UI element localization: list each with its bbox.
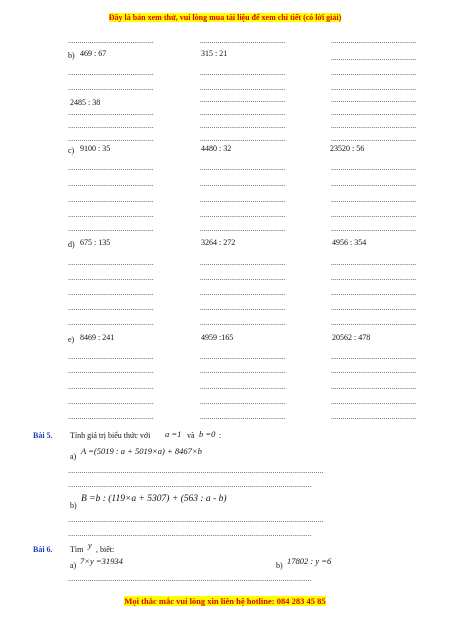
exercise-5-title: Bài 5.	[33, 431, 53, 440]
answer-line: ............................................	[68, 37, 154, 45]
answer-line: ............................................	[68, 109, 154, 117]
answer-line: ............................................	[200, 304, 286, 312]
answer-line: ............................................	[68, 259, 154, 267]
exercise-5-cond-b: b =0	[199, 429, 216, 439]
answer-line: ............................................	[68, 122, 154, 130]
section-b-label: b)	[68, 51, 75, 60]
answer-line: ............................................	[68, 211, 154, 219]
answer-line: .............................................................................................................................	[68, 481, 312, 489]
answer-line: ............................................	[331, 353, 417, 361]
answer-line: ............................................	[200, 274, 286, 282]
answer-line: ............................................	[331, 37, 417, 45]
exercise-5a-expression: A =(5019 : a + 5019×a) + 8467×b	[81, 446, 202, 456]
answer-line: ............................................	[200, 37, 286, 45]
answer-line: .............................................................................................................................	[68, 575, 312, 583]
problem-e-1: 8469 : 241	[80, 333, 115, 342]
answer-line: ............................................	[331, 413, 417, 421]
answer-line: ............................................	[200, 122, 286, 130]
problem-b-2: 315 : 21	[201, 49, 228, 58]
answer-line: ............................................	[331, 259, 417, 267]
answer-line: ............................................	[200, 398, 286, 406]
answer-line: ............................................	[331, 135, 417, 143]
answer-line: .............................................................................................................................	[68, 530, 312, 538]
answer-line: ............................................	[68, 398, 154, 406]
answer-line: ............................................	[200, 319, 286, 327]
answer-line: ............................................	[331, 122, 417, 130]
answer-line: ............................................	[200, 367, 286, 375]
exercise-6a-label: a)	[70, 561, 77, 570]
answer-line: ............................................	[68, 367, 154, 375]
answer-line: ............................................	[200, 225, 286, 233]
answer-line: ............................................	[331, 180, 417, 188]
problem-b-1: 469 : 67	[80, 49, 107, 58]
preview-notice: Đây là bản xem thử, vui lòng mua tài liệu để xem chi tiết (có lời giải)	[108, 13, 342, 22]
answer-line: ...................................................................................................................................	[68, 467, 324, 475]
answer-line: ............................................	[200, 84, 286, 92]
problem-d-2: 3264 : 272	[201, 238, 236, 247]
answer-line: ............................................	[68, 289, 154, 297]
problem-e-3: 20562 : 478	[332, 333, 371, 342]
problem-d-3: 4956 : 354	[332, 238, 367, 247]
answer-line: ............................................	[200, 180, 286, 188]
answer-line: ............................................	[68, 196, 154, 204]
section-c-label: c)	[68, 146, 75, 155]
answer-line: ............................................	[331, 304, 417, 312]
problem-e-2: 4959 :165	[201, 333, 234, 342]
answer-line: ............................................	[331, 319, 417, 327]
answer-line: ............................................	[331, 69, 417, 77]
answer-line: ............................................	[68, 304, 154, 312]
answer-line: ...................................................................................................................................	[68, 516, 324, 524]
exercise-5-cond-a: a =1	[165, 429, 182, 439]
hotline-footer: Mọi thắc mắc vui lòng xin liên hệ hotline: 084 283 45 85	[124, 596, 326, 606]
problem-d-1: 675 : 135	[80, 238, 111, 247]
answer-line: ............................................	[200, 211, 286, 219]
answer-line: ............................................	[200, 259, 286, 267]
answer-line: ............................................	[200, 383, 286, 391]
exercise-6-variable: y	[88, 540, 92, 550]
answer-line: ............................................	[200, 109, 286, 117]
answer-line: ............................................	[200, 289, 286, 297]
answer-line: ............................................	[68, 413, 154, 421]
answer-line: ............................................	[331, 164, 417, 172]
answer-line: ............................................	[68, 164, 154, 172]
answer-line: ............................................	[331, 398, 417, 406]
section-e-label: e)	[68, 335, 75, 344]
exercise-5b-label: b)	[70, 501, 77, 510]
answer-line: ............................................	[68, 180, 154, 188]
exercise-5-and: và	[187, 431, 195, 440]
answer-line: ............................................	[331, 84, 417, 92]
exercise-6b-expression: 17802 : y =6	[287, 556, 332, 566]
problem-c-3: 23520 : 56	[330, 144, 365, 153]
exercise-6-intro: Tìm	[70, 545, 84, 554]
answer-line: ............................................	[68, 69, 154, 77]
answer-line: ............................................	[68, 225, 154, 233]
answer-line: ............................................	[68, 84, 154, 92]
exercise-5-colon: :	[219, 431, 222, 440]
answer-line: ............................................	[68, 135, 154, 143]
answer-line: ............................................	[68, 274, 154, 282]
answer-line: ............................................	[200, 164, 286, 172]
problem-c-1: 9100 : 35	[80, 144, 111, 153]
exercise-6-intro-rest: , biết:	[96, 545, 115, 554]
answer-line: ............................................	[68, 353, 154, 361]
answer-line: ............................................	[331, 274, 417, 282]
section-d-label: d)	[68, 240, 75, 249]
exercise-5-intro: Tính giá trị biểu thức với	[70, 431, 151, 440]
answer-line: ............................................	[200, 69, 286, 77]
answer-line: ............................................	[200, 413, 286, 421]
answer-line: ............................................	[331, 109, 417, 117]
answer-line: ............................................	[68, 319, 154, 327]
exercise-6a-expression: 7×y =31934	[80, 556, 123, 566]
answer-line: ............................................	[200, 135, 286, 143]
answer-line: ............................................	[331, 96, 417, 104]
answer-line: ............................................	[331, 225, 417, 233]
answer-line: ............................................	[331, 54, 417, 62]
exercise-5a-label: a)	[70, 452, 77, 461]
answer-line: ............................................	[200, 353, 286, 361]
answer-line: ............................................	[331, 367, 417, 375]
answer-line: ............................................	[331, 383, 417, 391]
answer-line: ............................................	[331, 196, 417, 204]
answer-line: ............................................	[68, 383, 154, 391]
exercise-5b-expression: B =b : (119×a + 5307) + (563 : a - b)	[81, 494, 227, 504]
exercise-6-title: Bài 6.	[33, 545, 53, 554]
answer-line: ............................................	[331, 211, 417, 219]
problem-b-3: 2485 : 38	[70, 98, 101, 107]
exercise-6b-label: b)	[276, 561, 283, 570]
problem-c-2: 4480 : 32	[201, 144, 232, 153]
answer-line: ............................................	[331, 289, 417, 297]
answer-line: ............................................	[200, 196, 286, 204]
answer-line: ............................................	[200, 96, 286, 104]
